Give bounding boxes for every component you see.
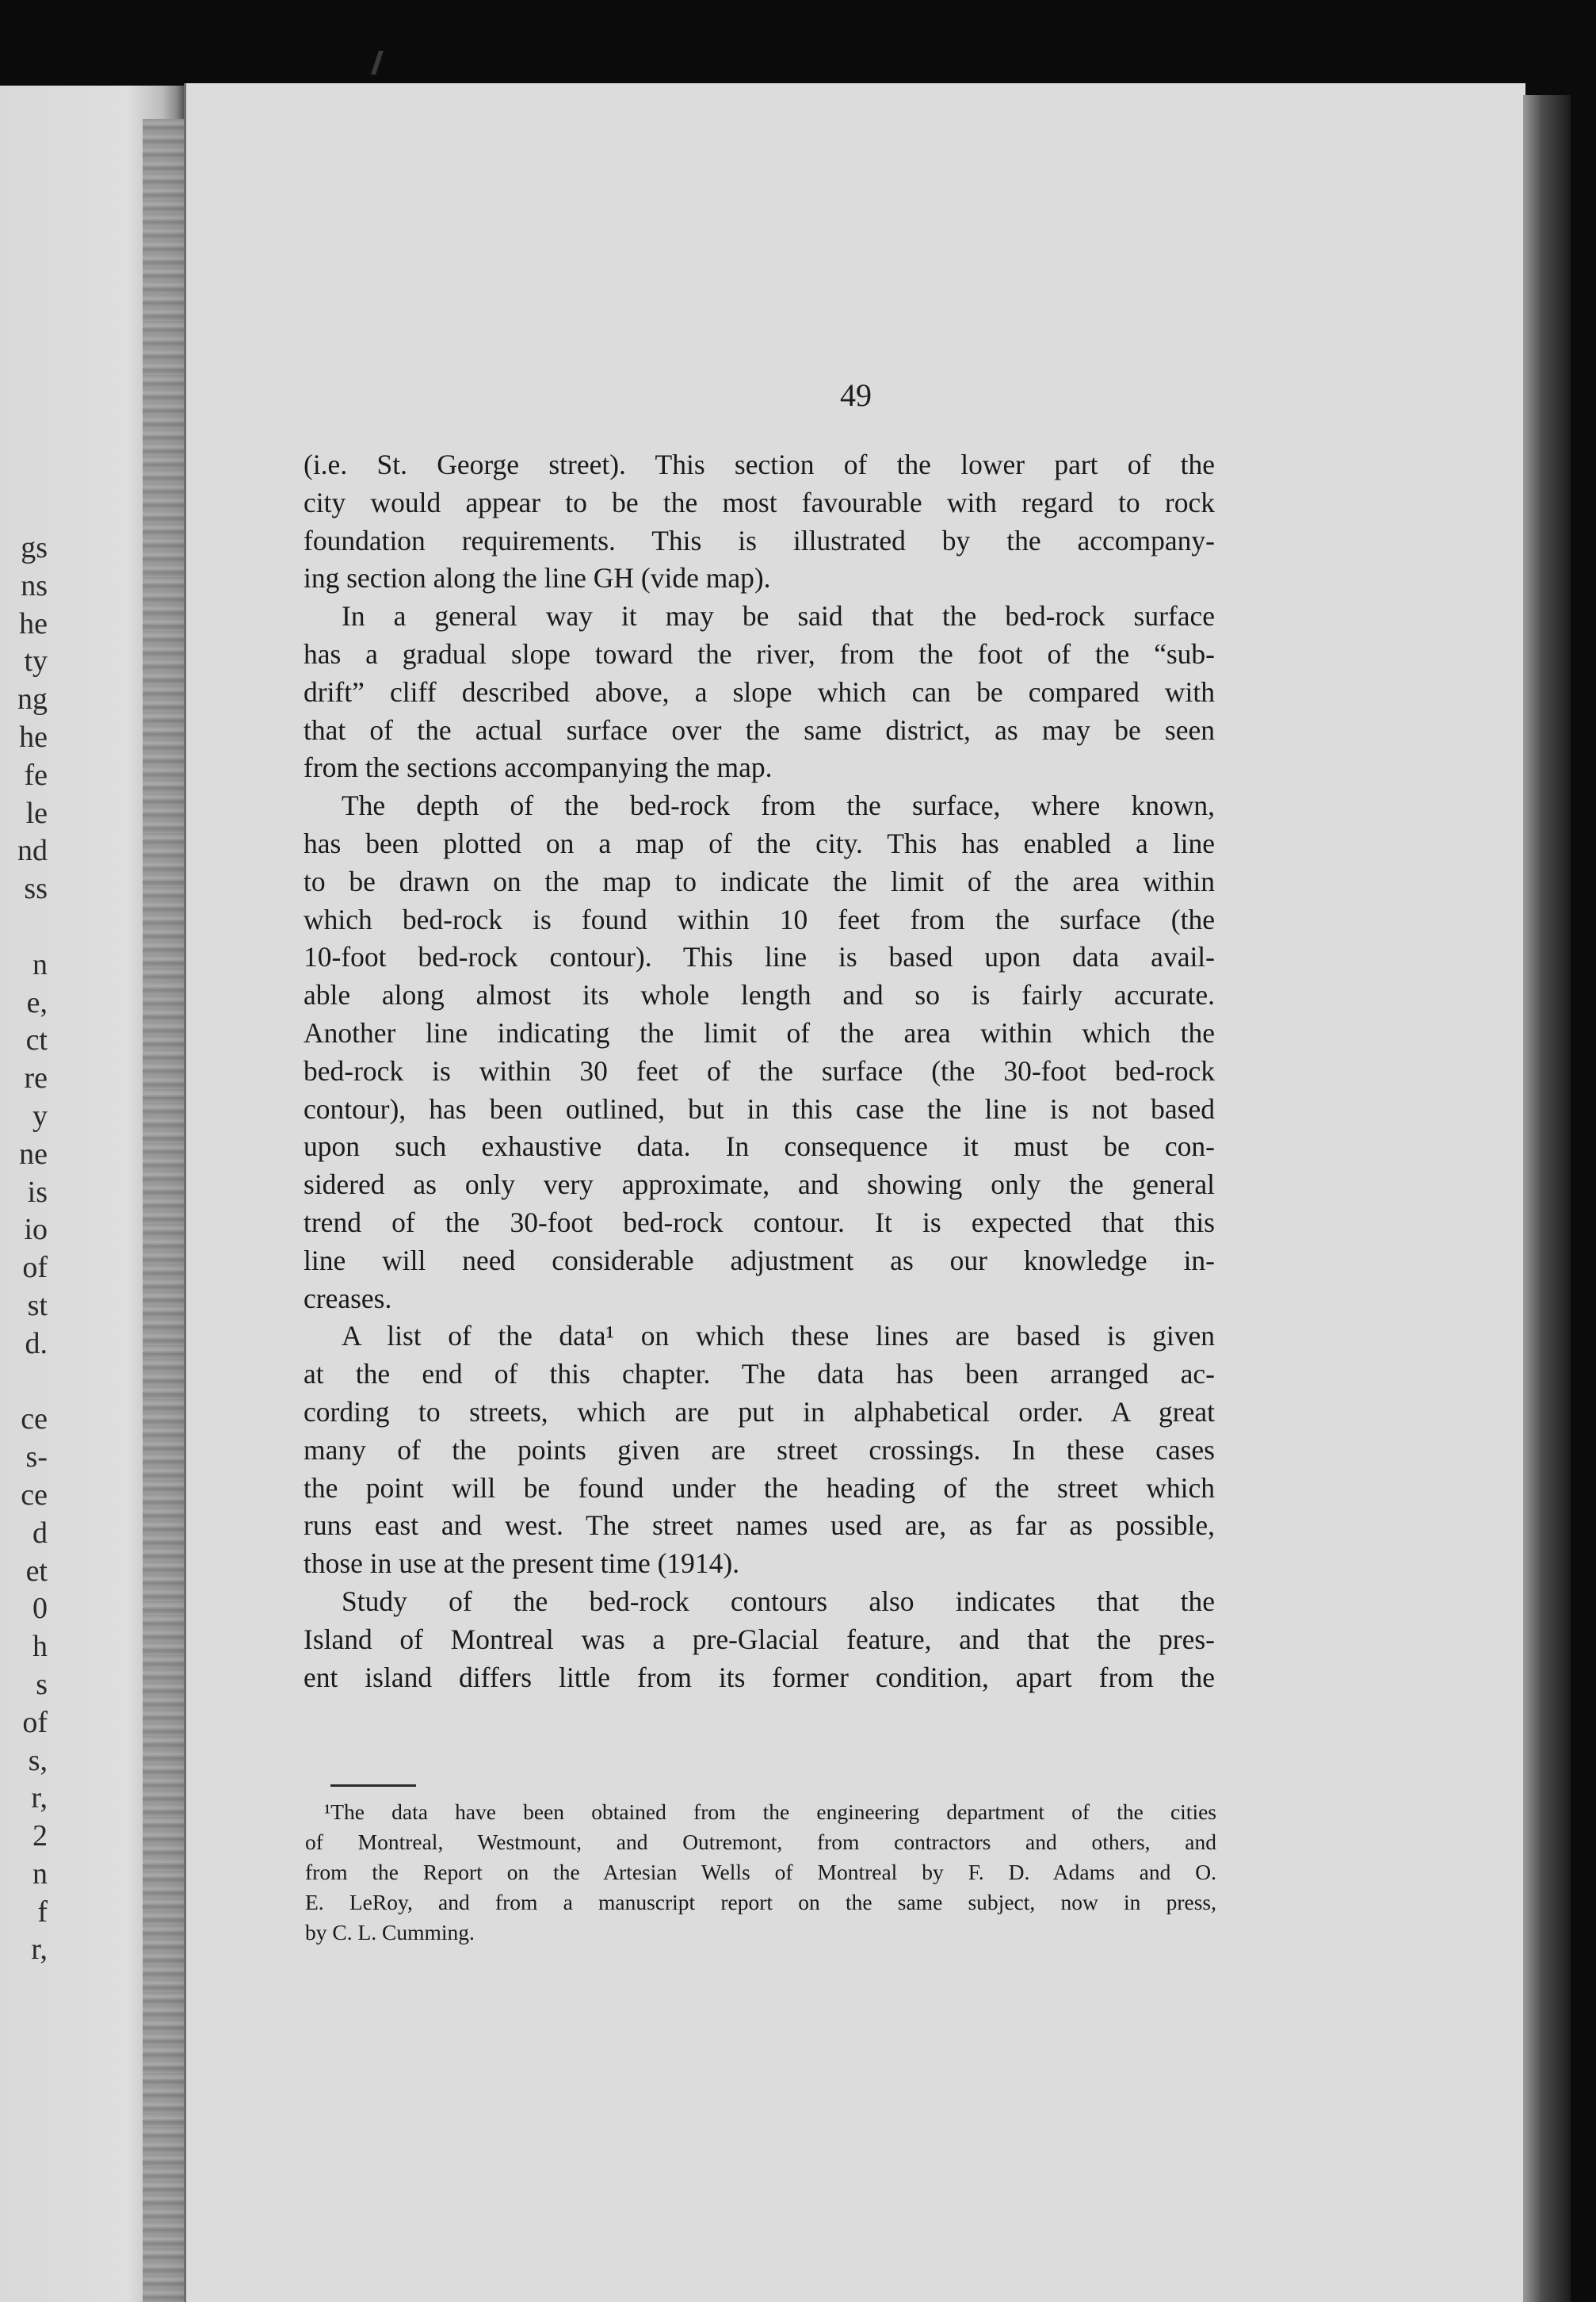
footnote-line: ¹The data have been obtained from the engineering department of the cities (324, 1799, 1216, 1824)
text-line: that of the actual surface over the same district, as may be seen (304, 713, 1215, 746)
left-fragment: is (27, 1175, 48, 1209)
text-line: from the sections accompanying the map. (304, 751, 773, 784)
text-line: which bed-rock is found within 10 feet from the surface (the (304, 903, 1215, 935)
left-fragment: d (32, 1516, 48, 1550)
left-fragment (0, 1363, 48, 1401)
footnote-line: by C. L. Cumming. (305, 1920, 475, 1944)
footnote-line: E. LeRoy, and from a manuscript report on the same subject, now in press, (305, 1890, 1216, 1914)
left-fragment: re (24, 1061, 48, 1096)
text-line: In a general way it may be said that the bed-rock surface (342, 600, 1215, 633)
text-line: 10-foot bed-rock contour). This line is based upon data avail- (304, 941, 1215, 973)
text-line: has a gradual slope toward the river, from the foot of the “sub- (304, 637, 1215, 670)
text-line: able along almost its whole length and so is fairly accurate. (304, 979, 1215, 1011)
text-line: (i.e. St. George street). This section of the lower part of the (304, 449, 1215, 480)
left-page-text-fragments (0, 530, 48, 1969)
left-fragment: ns (21, 568, 48, 602)
text-line: line will need considerable adjustment as our knowledge in- (304, 1244, 1215, 1276)
page-right-edge (1523, 95, 1571, 2302)
text-line: those in use at the present time (1914). (304, 1547, 740, 1580)
left-fragment: st (27, 1288, 48, 1322)
text-line: city would appear to be the most favourable with regard to rock (304, 486, 1215, 518)
left-fragment: le (25, 796, 48, 830)
text-line: ent island differs little from its former condition, apart from the (304, 1661, 1215, 1693)
left-fragment: fe (24, 758, 48, 792)
left-fragment: ng (17, 683, 48, 717)
text-line: bed-rock is within 30 feet of the surface (the 30-foot bed-rock (304, 1054, 1215, 1087)
text-line: cording to streets, which are put in alphabetical order. A great (304, 1395, 1215, 1428)
text-line: trend of the 30-foot bed-rock contour. It is expected that this (304, 1206, 1215, 1238)
text-line: the point will be found under the heading of the street which (304, 1471, 1215, 1504)
text-line: contour), has been outlined, but in this case the line is not based (304, 1092, 1215, 1125)
left-fragment: r, (31, 1933, 48, 1967)
left-fragment: n (32, 947, 48, 981)
text-line: Island of Montreal was a pre-Glacial feature, and that the pres- (304, 1623, 1215, 1655)
text-line: sidered as only very approximate, and showing only the general (304, 1168, 1215, 1201)
footnote-line: of Montreal, Westmount, and Outremont, from contractors and others, and (305, 1830, 1216, 1854)
footnote-line: from the Report on the Artesian Wells of Montreal by F. D. Adams and O. (305, 1860, 1216, 1884)
left-fragment: e, (26, 985, 48, 1019)
text-line: drift” cliff described above, a slope which can be compared with (304, 675, 1215, 708)
text-line: upon such exhaustive data. In consequence it must be con- (304, 1130, 1215, 1163)
text-line: Another line indicating the limit of the area within which the (304, 1016, 1215, 1049)
scan-mark (371, 51, 384, 75)
left-fragment: y (32, 1099, 48, 1133)
left-fragment: s- (25, 1440, 48, 1474)
left-fragment: s, (28, 1743, 48, 1777)
text-line: many of the points given are street crossings. In these cases (304, 1433, 1215, 1466)
text-line: Study of the bed-rock contours also indicates that the (342, 1585, 1215, 1617)
text-line: The depth of the bed-rock from the surface, where known, (342, 790, 1215, 822)
text-line: creases. (304, 1282, 392, 1314)
binding-gutter (143, 119, 189, 2302)
left-fragment: io (24, 1213, 48, 1247)
left-fragment: ty (24, 644, 48, 679)
left-fragment: r, (31, 1781, 48, 1815)
text-line: to be drawn on the map to indicate the limit of the area within (304, 865, 1215, 897)
left-fragment: gs (21, 531, 48, 564)
left-fragment (0, 908, 48, 946)
book-page (184, 83, 1525, 2302)
body-text (304, 446, 1215, 1696)
text-line: has been plotted on a map of the city. This has enabled a line (304, 827, 1215, 859)
left-fragment: he (19, 606, 48, 641)
left-fragment: d. (25, 1326, 48, 1360)
left-fragment: et (25, 1554, 48, 1588)
left-fragment: ce (21, 1478, 48, 1512)
footnotes (305, 1797, 1216, 1948)
left-fragment: 0 (32, 1592, 48, 1626)
left-fragment: n (32, 1857, 48, 1891)
page-number: 49 (840, 377, 872, 413)
footnote-separator (330, 1784, 416, 1787)
left-fragment: of (22, 1705, 48, 1739)
left-fragment: ne (19, 1137, 48, 1171)
left-fragment: s (36, 1667, 48, 1701)
text-line: ing section along the line GH (vide map). (304, 562, 771, 595)
text-line: at the end of this chapter. The data has been arranged ac- (304, 1358, 1215, 1390)
left-fragment: ct (25, 1023, 48, 1057)
left-fragment: 2 (32, 1819, 48, 1853)
text-line: runs east and west. The street names used are, as far as possible, (304, 1509, 1215, 1542)
text-line: foundation requirements. This is illustrated by the accompany- (304, 524, 1215, 556)
left-fragment: he (19, 720, 48, 754)
left-fragment: f (37, 1895, 48, 1929)
left-fragment: nd (17, 834, 48, 868)
left-fragment: h (32, 1630, 48, 1664)
text-line: A list of the data¹ on which these lines are based is given (342, 1320, 1215, 1352)
left-fragment: of (22, 1251, 48, 1285)
left-fragment: ss (24, 872, 48, 906)
left-fragment: ce (21, 1402, 48, 1436)
